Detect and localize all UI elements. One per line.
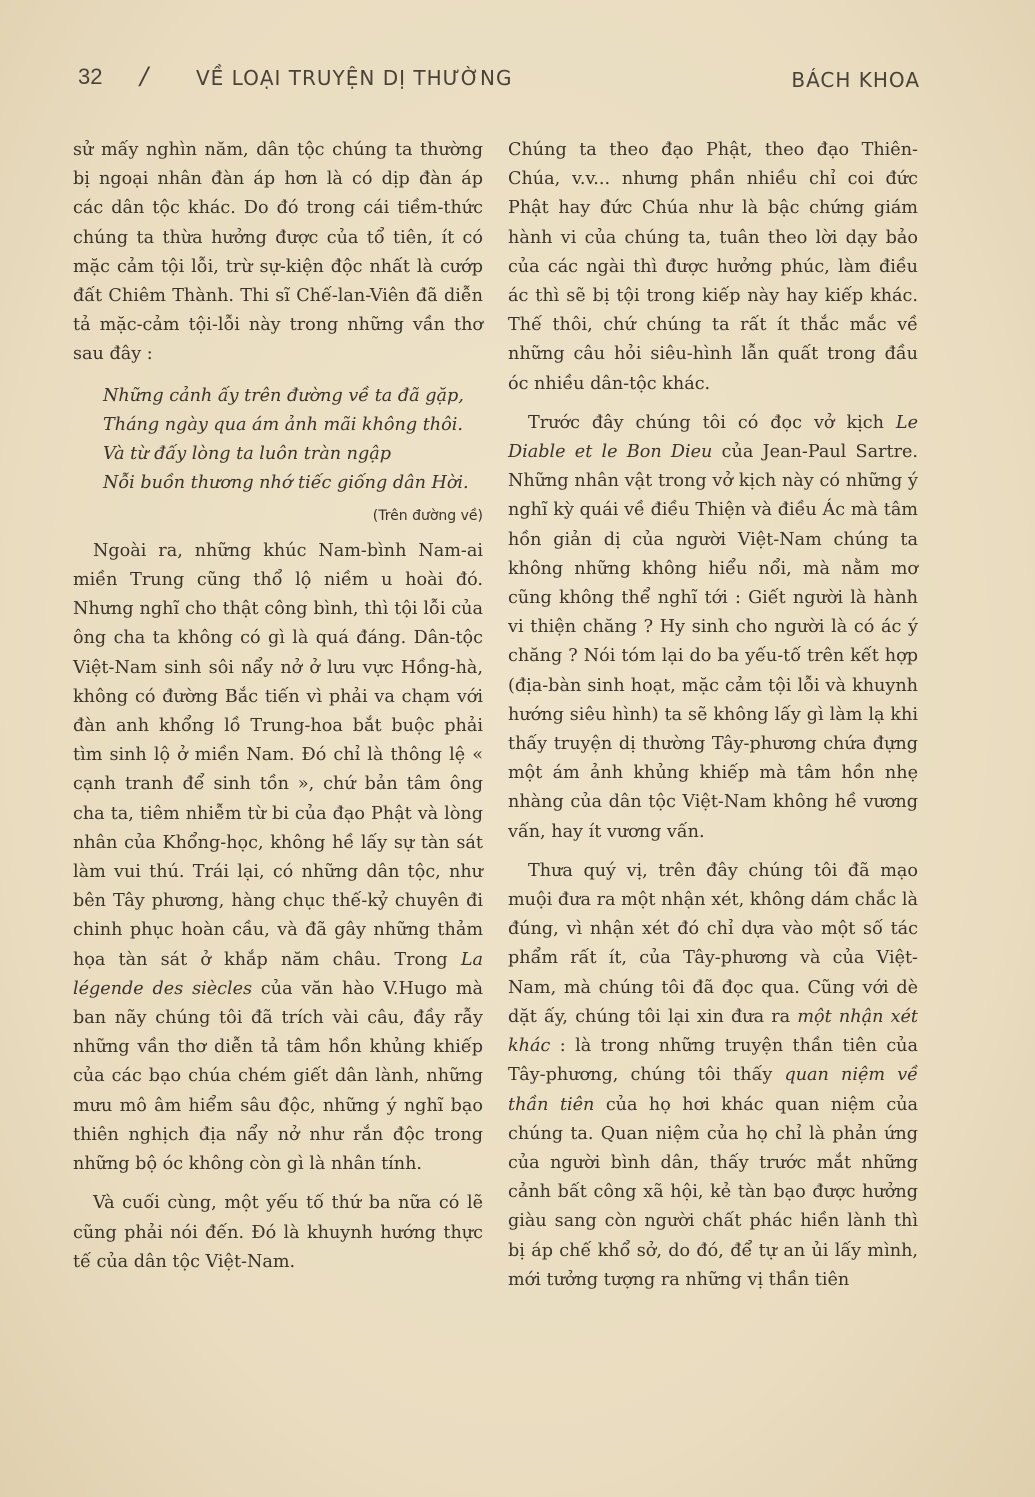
paragraph-text: của họ hơi khác quan niệm của chúng ta. Quan niệm của họ chỉ là phản ứng của người bình dân, thấy trước mắt những cảnh bất công xã hội, kẻ tàn bạo được hưởng giàu sang còn người chất phác hiền lành thì bị áp chế khổ sở, do đó, để tự an ủi lấy mình, mới tưởng tượng ra những vị thần tiên — [508, 1094, 919, 1290]
page-number: 32 — [78, 64, 103, 89]
emphasis: một nhận xét khác — [508, 1006, 918, 1057]
poem-line: Và từ đấy lòng ta luôn tràn ngập — [103, 443, 392, 464]
paragraph-text: : là trong những truyện thần tiên của Tây-phương, chúng tôi thấy — [508, 1036, 918, 1086]
header-separator: / — [140, 62, 149, 90]
right-column — [508, 136, 918, 1295]
paragraph: Và cuối cùng, một yếu tố thứ ba nữa có lẽ cũng phải nói đến. Đó là khuynh hướng thực tế của dân tộc Việt-Nam. — [73, 1193, 483, 1272]
paragraph — [508, 409, 918, 847]
paragraph-text: của văn hào V.Hugo mà ban nãy chúng tôi đã trích vài câu, đầy rẫy những vần thơ diễn tả tâm hồn khủng khiếp của các bạo chúa chém giết dân lành, những mưu mô âm hiểm sâu độc, những ý nghĩ bạo thiên nghịch địa nẩy nở như rắn độc trong những bộ óc không còn gì là nhân tính. — [73, 978, 484, 1175]
magazine-name: BÁCH KHOA — [791, 68, 920, 92]
paragraph: Chúng ta theo đạo Phật, theo đạo Thiên-Chúa, v.v... nhưng phần nhiều chỉ coi đức Phật hay đức Chúa như là bậc chứng giám hành vi của chúng ta, tuân theo lời dạy bảo của các ngài thì được hưởng phúc, làm điều ác thì sẽ bị tội trong kiếp này hay kiếp khác. Thế thôi, chứ chúng ta rất ít thắc mắc về những câu hỏi siêu-hình lẫn quất trong đầu óc nhiều dân-tộc khác. — [508, 140, 918, 394]
book-title: La légende des siècles — [73, 949, 484, 999]
paragraph-text: Ngoài ra, những khúc Nam-bình Nam-ai miền Trung cũng thổ lộ niềm u hoài đó. Nhưng nghĩ cho thật công bình, thì tội lỗi của ông cha ta không có gì là quá đáng. Dân-tộc Việt-Nam sinh sôi nẩy nở ở lưu vực Hồng-hà, không có đường Bắc tiến vì phải va chạm với đàn anh khổng lồ Trung-hoa bắt buộc phải tìm sinh lộ ở miền Nam. Đó chỉ là thông lệ « cạnh tranh để sinh tồn », chứ bản tâm ông cha ta, tiêm nhiễm từ bi của đạo Phật và lòng nhân của Khổng-học, không hề lấy sự tàn sát làm vui thú. Trái lại, có những dân tộc, như bên Tây phương, hàng chục thế-kỷ chuyên đi chinh phục hoàn cầu, và đã gây những thảm họa tàn sát ở khắp năm châu. Trong — [73, 540, 483, 970]
poem-quote — [103, 382, 483, 498]
poem-line: Nỗi buồn thương nhớ tiếc giống dân Hời. — [103, 472, 469, 493]
left-column — [73, 136, 483, 1277]
paragraph: sử mấy nghìn năm, dân tộc chúng ta thường bị ngoại nhân đàn áp hơn là có dịp đàn áp các dân tộc khác. Do đó trong cái tiềm-thức chúng ta thừa hưởng được của tổ tiên, ít có mặc cảm tội lỗi, trừ sự-kiện độc nhất là cướp đất Chiêm Thành. Thi sĩ Chế-lan-Viên đã diễn tả mặc-cảm tội-lỗi này trong những vần thơ sau đây : — [73, 140, 483, 365]
poem-line: Những cảnh ấy trên đường về ta đã gặp, — [103, 385, 464, 406]
paragraph-text: Trước đây chúng tôi có đọc vở kịch — [528, 412, 884, 433]
poem-line: Tháng ngày qua ám ảnh mãi không thôi. — [103, 414, 463, 435]
paragraph — [73, 537, 483, 1179]
paragraph-text: Thưa quý vị, trên đây chúng tôi đã mạo muội đưa ra một nhận xét, không dám chắc là đúng, vì nhận xét đó chỉ dựa vào một số tác phẩm rất ít, của Tây-phương và của Việt-Nam, mà chúng tôi đã đọc qua. Cũng với dè dặt ấy, chúng tôi lại xin đưa ra — [508, 860, 918, 1027]
emphasis: quan niệm về thần tiên — [508, 1065, 918, 1115]
paragraph — [508, 857, 918, 1295]
running-title: VỀ LOẠI TRUYỆN DỊ THƯỜNG — [196, 66, 513, 90]
poem-source: (Trên đường về) — [372, 507, 483, 524]
play-title: Le Diable et le Bon Dieu — [508, 412, 918, 463]
paragraph-text: của Jean-Paul Sartre. Những nhân vật trong vở kịch này có những ý nghĩ kỳ quái về điều Thiện và điều Ác mà tâm hồn giản dị của người Việt-Nam chúng ta không những không hiểu nổi, mà nằm mơ cũng không thể nghĩ tới : Giết người là hành vi thiện chăng ? Hy sinh cho người là có ác ý chăng ? Nói tóm lại do ba yếu-tố trên kết hợp (địa-bàn sinh hoạt, mặc cảm tội lỗi và khuynh hướng siêu hình) ta sẽ không lấy gì làm lạ khi thấy truyện dị thường Tây-phương chứa đựng một ám ảnh khủng khiếp mà tâm hồn nhẹ nhàng của dân tộc Việt-Nam không hề vương vấn, hay ít vương vấn. — [508, 442, 918, 842]
page-header — [78, 60, 920, 100]
